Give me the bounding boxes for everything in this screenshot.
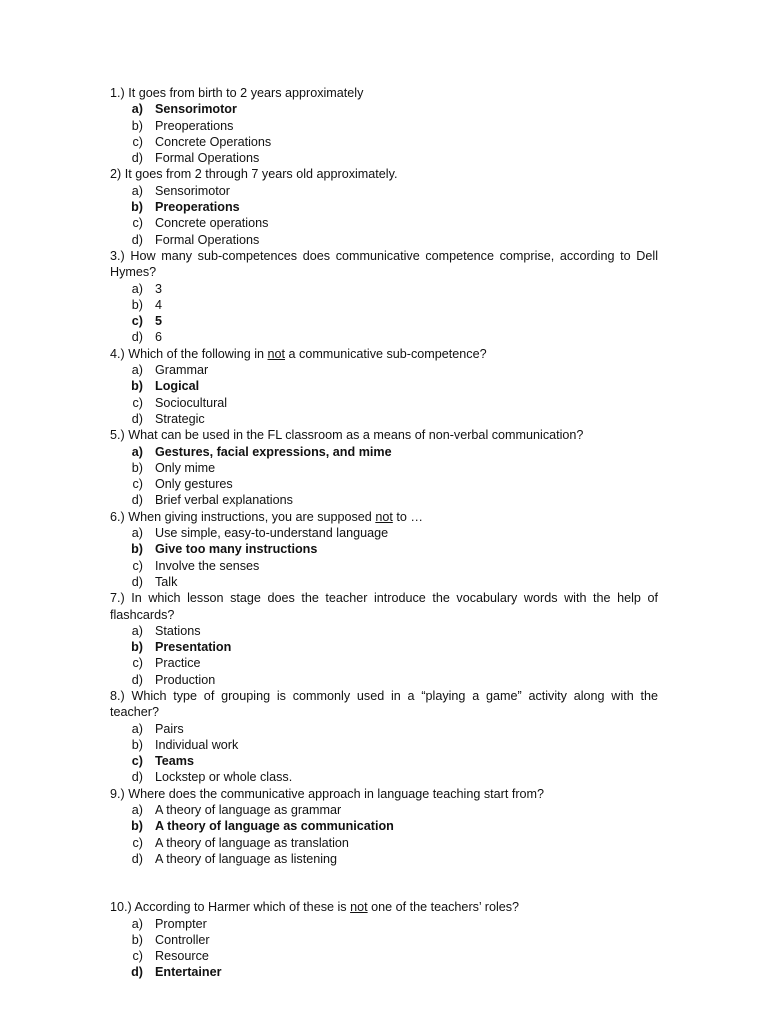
option: c) Involve the senses: [132, 558, 260, 573]
blank-space: [110, 867, 658, 899]
option: c) Practice: [132, 656, 201, 671]
question-2: [110, 166, 658, 247]
option: d) Formal Operations: [131, 151, 260, 166]
question-3: [110, 248, 658, 346]
option: b) Only mime: [131, 460, 216, 475]
question-8: [110, 688, 658, 786]
option: c) 5: [131, 314, 163, 329]
option: c) Resource: [132, 949, 209, 964]
question-6: [110, 509, 658, 590]
option: d) A theory of language as listening: [131, 851, 338, 866]
option: d) Entertainer: [131, 965, 222, 980]
option: a) Pairs: [131, 721, 184, 736]
option: a) 3: [131, 281, 163, 296]
option: a) Sensorimotor: [131, 183, 230, 198]
question-text: 1.) It goes from birth to 2 years approximately: [110, 86, 364, 100]
option: c) A theory of language as translation: [132, 835, 349, 850]
option: c) Concrete Operations: [132, 134, 272, 149]
option: b) Controller: [131, 932, 210, 947]
option: c) Only gestures: [132, 477, 233, 492]
option: a) Prompter: [131, 916, 207, 931]
question-9: [110, 786, 658, 867]
question-5: [110, 427, 658, 508]
option: b) A theory of language as communication: [131, 819, 394, 834]
option: d) Lockstep or whole class.: [131, 770, 293, 785]
option: b) Give too many instructions: [131, 542, 318, 557]
option: a) A theory of language as grammar: [131, 803, 342, 818]
question-text: 3.) How many sub-competences does communicative competence comprise, according to Dell Hymes?: [110, 248, 658, 280]
option: b) Logical: [131, 379, 200, 394]
option: b) Presentation: [131, 640, 232, 655]
question-4: [110, 346, 658, 427]
emphasis-not: not: [350, 900, 368, 915]
option: c) Teams: [131, 754, 194, 769]
question-text: 6.) When giving instructions, you are supposed not to …: [110, 509, 423, 524]
option: b) Individual work: [131, 737, 239, 752]
option: d) Brief verbal explanations: [131, 493, 293, 508]
question-7: [110, 590, 658, 688]
question-text: 5.) What can be used in the FL classroom as a means of non-verbal communication?: [110, 428, 584, 443]
question-text: 10.) According to Harmer which of these is not one of the teachers’ roles?: [110, 900, 520, 915]
emphasis-not: not: [267, 346, 286, 361]
question-text: 8.) Which type of grouping is commonly used in a “playing a game” activity along with the teacher?: [110, 688, 658, 720]
option: d) Formal Operations: [131, 232, 260, 247]
question-text: 2) It goes from 2 through 7 years old approximately.: [110, 167, 398, 182]
question-text: 9.) Where does the communicative approach in language teaching start from?: [110, 786, 545, 801]
option: d) Strategic: [131, 411, 205, 426]
option: b) Preoperations: [131, 118, 234, 133]
emphasis-not: not: [375, 509, 393, 524]
quiz-document: [110, 85, 658, 981]
option: a) Sensorimotor: [131, 102, 237, 117]
option: d) Production: [131, 672, 216, 687]
option: a) Grammar: [131, 363, 209, 378]
question-10: [110, 899, 658, 980]
option: d) 6: [131, 330, 163, 345]
option: d) Talk: [131, 574, 178, 589]
option: a) Gestures, facial expressions, and mime: [131, 444, 392, 459]
question-text: 4.) Which of the following in not a communicative sub-competence?: [110, 346, 487, 361]
option: b) 4: [131, 297, 163, 312]
option: c) Sociocultural: [132, 395, 228, 410]
option: c) Concrete operations: [132, 216, 269, 231]
option: a) Stations: [131, 623, 201, 638]
option: a) Use simple, easy-to-understand language: [131, 526, 389, 541]
question-1: [110, 85, 658, 166]
question-text: 7.) In which lesson stage does the teacher introduce the vocabulary words with the help of flashcards?: [110, 591, 658, 622]
option: b) Preoperations: [131, 200, 240, 215]
